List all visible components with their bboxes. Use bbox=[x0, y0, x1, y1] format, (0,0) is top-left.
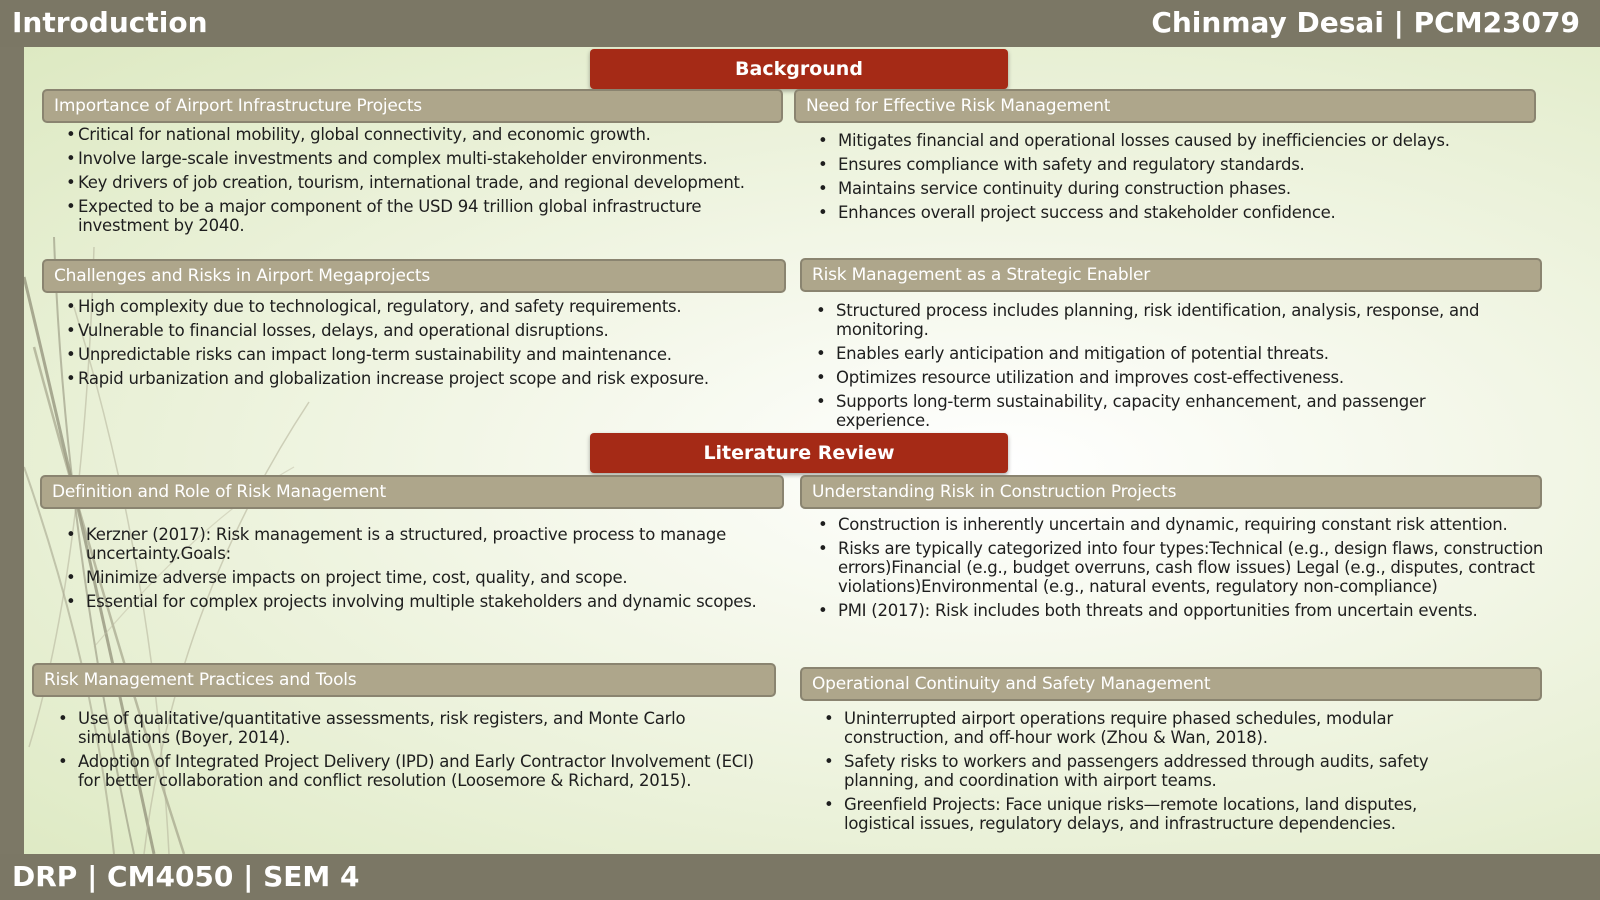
list-item: • Risks are typically categorized into four types:Technical (e.g., design flaws, construction errors)Financial (e.g., budget overruns, cash flow issues) Legal (e.g., disputes, contract violations)Environmental (e.g., natural events, regulatory non-compliance) bbox=[816, 539, 1556, 596]
footer-course: DRP | CM4050 | SEM 4 bbox=[12, 860, 360, 893]
list-item: • Safety risks to workers and passengers addressed through audits, safety planning, and coordination with airport teams. bbox=[822, 752, 1482, 790]
strategic-list bbox=[814, 301, 1514, 435]
list-item: • PMI (2017): Risk includes both threats and opportunities from uncertain events. bbox=[816, 601, 1556, 620]
list-item: • Maintains service continuity during construction phases. bbox=[816, 179, 1556, 198]
list-item: • Greenfield Projects: Face unique risks—remote locations, land disputes, logistical issues, regulatory delays, and infrastructure dependencies. bbox=[822, 795, 1482, 833]
list-item: • Essential for complex projects involving multiple stakeholders and dynamic scopes. bbox=[64, 592, 764, 611]
understanding-header: Understanding Risk in Construction Projects bbox=[800, 475, 1542, 509]
slide-canvas bbox=[24, 47, 1600, 854]
top-bar bbox=[0, 0, 1600, 47]
practices-header: Risk Management Practices and Tools bbox=[32, 663, 776, 697]
list-item: • Construction is inherently uncertain and dynamic, requiring constant risk attention. bbox=[816, 515, 1556, 534]
list-item: • Key drivers of job creation, tourism, international trade, and regional development. bbox=[66, 173, 786, 192]
list-item: • Unpredictable risks can impact long-term sustainability and maintenance. bbox=[66, 345, 806, 364]
operational-header: Operational Continuity and Safety Management bbox=[800, 667, 1542, 701]
list-item: • Mitigates financial and operational losses caused by inefficiencies or delays. bbox=[816, 131, 1556, 150]
importance-list bbox=[66, 125, 786, 240]
list-item: • Involve large-scale investments and complex multi-stakeholder environments. bbox=[66, 149, 786, 168]
list-item: • Vulnerable to financial losses, delays, and operational disruptions. bbox=[66, 321, 806, 340]
need-list bbox=[816, 131, 1556, 227]
list-item: • Supports long-term sustainability, capacity enhancement, and passenger experience. bbox=[814, 392, 1514, 430]
list-item: • Rapid urbanization and globalization increase project scope and risk exposure. bbox=[66, 369, 806, 388]
list-item: • Kerzner (2017): Risk management is a structured, proactive process to manage uncertainty.Goals: bbox=[64, 525, 764, 563]
bottom-bar bbox=[0, 854, 1600, 900]
practices-list bbox=[56, 709, 756, 795]
list-item: • Use of qualitative/quantitative assessments, risk registers, and Monte Carlo simulations (Boyer, 2014). bbox=[56, 709, 756, 747]
list-item: • Optimizes resource utilization and improves cost-effectiveness. bbox=[814, 368, 1514, 387]
literature-banner: Literature Review bbox=[590, 433, 1008, 473]
list-item: • Structured process includes planning, risk identification, analysis, response, and monitoring. bbox=[814, 301, 1514, 339]
slide-title: Introduction bbox=[12, 6, 208, 39]
definition-header: Definition and Role of Risk Management bbox=[40, 475, 784, 509]
list-item: • High complexity due to technological, regulatory, and safety requirements. bbox=[66, 297, 806, 316]
list-item: • Critical for national mobility, global connectivity, and economic growth. bbox=[66, 125, 786, 144]
list-item: • Minimize adverse impacts on project time, cost, quality, and scope. bbox=[64, 568, 764, 587]
need-header: Need for Effective Risk Management bbox=[794, 89, 1536, 123]
importance-header: Importance of Airport Infrastructure Projects bbox=[42, 89, 783, 123]
background-banner: Background bbox=[590, 49, 1008, 89]
list-item: • Enables early anticipation and mitigation of potential threats. bbox=[814, 344, 1514, 363]
strategic-header: Risk Management as a Strategic Enabler bbox=[800, 258, 1542, 292]
list-item: • Ensures compliance with safety and regulatory standards. bbox=[816, 155, 1556, 174]
challenges-header: Challenges and Risks in Airport Megaprojects bbox=[42, 259, 786, 293]
definition-list bbox=[64, 525, 764, 616]
understanding-list bbox=[816, 515, 1556, 625]
operational-list bbox=[822, 709, 1482, 838]
list-item: • Expected to be a major component of the USD 94 trillion global infrastructure investment by 2040. bbox=[66, 197, 786, 235]
challenges-list bbox=[66, 297, 806, 393]
list-item: • Adoption of Integrated Project Delivery (IPD) and Early Contractor Involvement (ECI) for better collaboration and conflict resolution (Loosemore & Richard, 2015). bbox=[56, 752, 756, 790]
list-item: • Uninterrupted airport operations require phased schedules, modular construction, and off-hour work (Zhou & Wan, 2018). bbox=[822, 709, 1482, 747]
author-id: Chinmay Desai | PCM23079 bbox=[1151, 6, 1580, 39]
list-item: • Enhances overall project success and stakeholder confidence. bbox=[816, 203, 1556, 222]
